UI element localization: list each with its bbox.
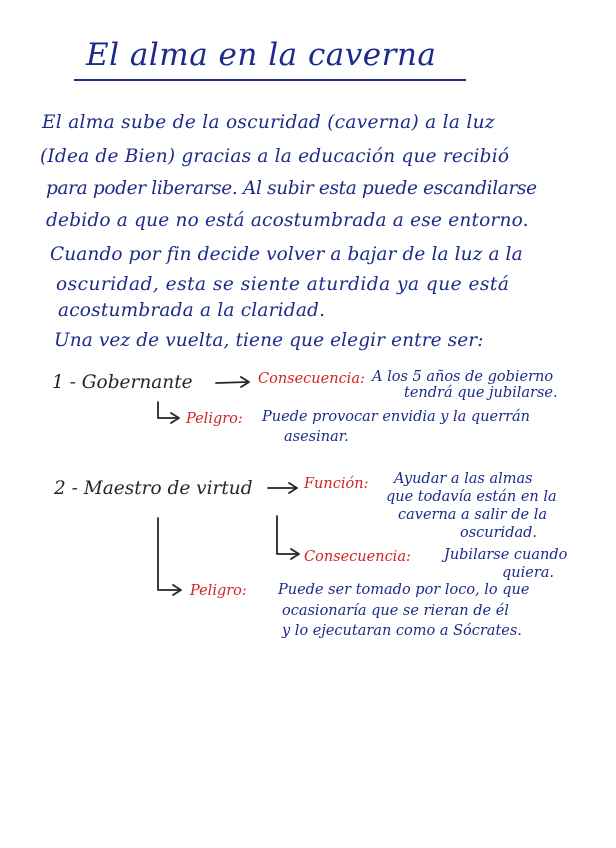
option-1-peligro-text: Puede provocar envidia y la querrán [262,409,530,425]
option-2-consecuencia-text: Jubilarse cuando [444,547,568,563]
paragraph-line: (Idea de Bien) gracias a la educación que recibió [40,146,510,167]
option-2-peligro-label: Peligro: [190,583,247,599]
option-2-funcion-text: oscuridad. [460,525,538,541]
paragraph-line: debido a que no está acostumbrada a ese entorno. [46,210,529,231]
option-2-consecuencia-text: quiera. [502,565,555,581]
option-1-peligro-label: Peligro: [186,411,243,427]
paragraph-line: oscuridad, esta se siente aturdida ya que está [56,274,510,295]
option-1-label: 1 - Gobernante [52,372,193,393]
option-1-consecuencia-text: A los 5 años de gobierno [372,369,554,385]
option-2-label: 2 - Maestro de virtud [54,478,253,499]
paragraph-line: para poder liberarse. Al subir esta puede escandilarse [46,178,537,199]
option-2-consecuencia-label: Consecuencia: [304,549,411,565]
branch-connector-icon [277,516,298,554]
option-1-consecuencia-label: Consecuencia: [258,371,365,387]
option-2-funcion-text: Ayudar a las almas [394,471,533,487]
option-1-consecuencia-text: tendrá que jubilarse. [404,385,558,401]
option-2-funcion-label: Función: [304,476,369,492]
paragraph-line: Una vez de vuelta, tiene que elegir entre ser: [54,330,484,351]
arrow-right-icon [216,382,248,383]
option-1-peligro-text: asesinar. [284,429,349,445]
page-title: El alma en la caverna [86,37,437,73]
option-2-peligro-text: y lo ejecutaran como a Sócrates. [282,623,522,639]
branch-connector-icon [158,518,180,590]
option-2-funcion-text: caverna a salir de la [398,507,547,523]
option-2-peligro-text: Puede ser tomado por loco, lo que [278,582,530,598]
paragraph-line: El alma sube de la oscuridad (caverna) a la luz [42,112,495,133]
option-2-peligro-text: ocasionaría que se rieran de él [282,603,509,619]
paragraph-line: acostumbrada a la claridad. [58,300,326,321]
option-2-funcion-text: que todavía están en la [386,489,557,505]
paragraph-line: Cuando por fin decide volver a bajar de la luz a la [50,244,523,265]
